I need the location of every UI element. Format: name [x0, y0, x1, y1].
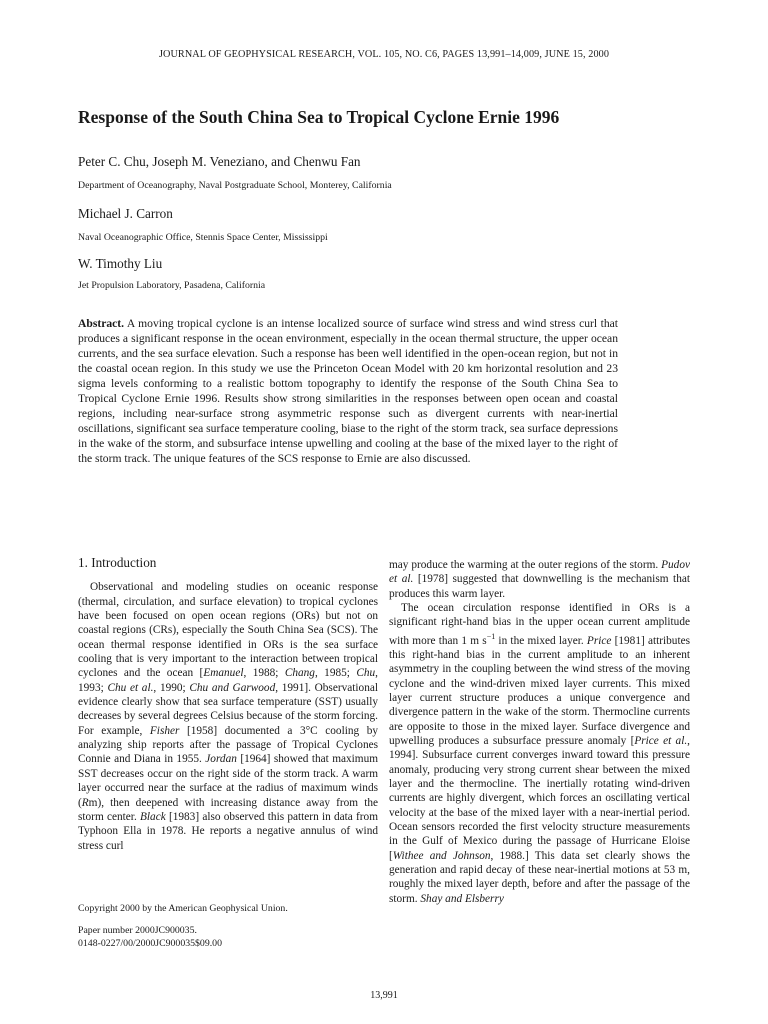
text-run: Emanuel — [203, 667, 244, 680]
copyright: Copyright 2000 by the American Geophysical Union. — [78, 903, 288, 914]
page-number: 13,991 — [370, 990, 398, 1001]
text-run: Price — [586, 634, 612, 647]
right-column — [389, 558, 690, 906]
text-run: , 1994]. Subsurface current converges inward toward this pressure anomaly, producing very strong current shear between the mixed layer and the thermocline. The inertially rotating wind-driven currents are highly divergent, which forces an oscillating vertical velocity at the base of the mixed layer with a near-inertial period. Ocean sensors recorded the first velocity structure measurements in the Gulf of Mexico during the passage of Hurricane Eloise [ — [389, 734, 690, 862]
text-run: Pudov et al. — [389, 559, 690, 586]
paper-number: Paper number 2000JC900035. — [78, 925, 197, 936]
author-line-2: Michael J. Carron — [78, 206, 173, 221]
journal-header: JOURNAL OF GEOPHYSICAL RESEARCH, VOL. 105, NO. C6, PAGES 13,991–14,009, JUNE 15, 2000 — [158, 49, 610, 60]
text-run: [1981] attributes this right-hand bias in the current amplitude to an inherent asymmetry in the coupling between the wind stress of the moving cyclone and the wind-driven mixed layer currents. This mixed layer current structure produces a unique convergence and divergence pattern in the wake of the storm. Thermocline currents are opposite to those in the mixed layer. Surface divergence and upwelling produces a subsurface pressure anomaly [ — [389, 634, 690, 747]
text-run: ), then deepened with increasing distance away from the storm center. — [78, 796, 378, 823]
text-run: [1983] also observed this pattern in data from Typhoon Ella in 1978. He reports a negative annulus of wind stress curl — [78, 810, 378, 852]
text-run: Withee and Johnson — [392, 849, 491, 862]
text-run: Observational and modeling studies on oceanic response (thermal, circulation, and surface elevation) to tropical cyclones have been focused on open ocean regions (ORs) but not on coastal regions (CRs), especially the South China Sea (SCS). The ocean thermal response identified in ORs is the sea surface cooling that is very important to the interaction between tropical cyclones and the ocean [ — [78, 581, 378, 680]
text-run: [1964] showed that maximum SST decreases occur on the right side of the storm track. A warm layer occurred near the surface at the radius of maximum winds ( — [78, 753, 379, 809]
author-line-3: W. Timothy Liu — [78, 256, 163, 271]
text-run: , 1991]. Observational evidence clearly show that sea surface temperature (SST) usually decreases by several degrees Celsius because of the storm forcing. For example, — [78, 681, 378, 737]
text-run: Price et al. — [634, 734, 688, 747]
issn-code: 0148-0227/00/2000JC900035$09.00 — [78, 938, 222, 949]
paper-title: Response of the South China Sea to Tropical Cyclone Ernie 1996 — [78, 107, 560, 127]
text-run: , 1985; — [314, 667, 357, 680]
text-run: Jordan — [205, 753, 237, 766]
text-run: Chu — [356, 667, 376, 680]
text-run: m — [88, 796, 98, 809]
text-run: Chang — [284, 667, 315, 680]
text-run: Fisher — [149, 724, 180, 737]
text-run: may produce the warming at the outer regions of the storm. — [389, 559, 662, 571]
text-run: Chu et al. — [107, 681, 154, 694]
affiliation-2: Naval Oceanographic Office, Stennis Space Center, Mississippi — [78, 232, 328, 243]
abstract-label: Abstract. — [78, 317, 125, 330]
author-line-1: Peter C. Chu, Joseph M. Veneziano, and Chenwu Fan — [78, 154, 361, 169]
text-run: The ocean circulation response identified in ORs is a significant right-hand bias in the upper ocean current amplitude with more than 1 m s — [389, 602, 690, 647]
text-run: −1 — [486, 631, 496, 641]
text-run: [1958] documented a 3°C cooling by analyzing ship reports after the passage of Tropical Cyclones Connie and Diana in 1955. — [78, 724, 378, 766]
text-run: , 1988; — [243, 667, 285, 680]
text-run: , 1988.] This data set clearly shows the generation and rapid decay of these near-inertial motions at 53 m, roughly the mixed layer depth, before and after the passage of the storm. — [389, 849, 691, 905]
text-run: Black — [140, 810, 166, 823]
right-paragraph-1 — [389, 558, 690, 601]
text-run: , 1990; — [153, 681, 190, 694]
text-run: Shay and Elsberry — [420, 892, 504, 905]
text-run: R — [81, 796, 89, 809]
left-column — [78, 556, 378, 853]
abstract — [78, 316, 618, 466]
intro-paragraph — [78, 580, 378, 853]
abstract-text: A moving tropical cyclone is an intense localized source of surface wind stress and wind stress curl that produces a significant response in the ocean environment, especially in the ocean thermal structure, the upper ocean currents, and the sea surface elevation. Such a response has been well identified in the open-ocean region, but not in the coastal ocean region. In this study we use the Princeton Ocean Model with 20 km horizontal resolution and 23 sigma levels conforming to a realistic bottom topography to identify the response of the South China Sea to Tropical Cyclone Ernie 1996. Results show strong similarities in the responses between open ocean and coastal regions, including near-surface strong asymmetric response such as divergent currents with near-inertial oscillations, significant sea surface temperature cooling, biase to the right of the storm track, sea surface depressions in the wake of the storm, and subsurface intense upwelling and cooling at the base of the mixed layer to the right of the storm track. The unique features of the SCS response to Ernie are also discussed. — [78, 317, 618, 465]
affiliation-1: Department of Oceanography, Naval Postgraduate School, Monterey, California — [78, 180, 392, 191]
right-paragraph-2 — [389, 601, 690, 906]
footnote — [78, 902, 378, 950]
text-run: , 1993; — [78, 667, 378, 694]
text-run: [1978] suggested that downwelling is the mechanism that produces this warm layer. — [389, 573, 690, 600]
section-heading: 1. Introduction — [78, 555, 157, 570]
text-run: Chu and Garwood — [189, 681, 276, 694]
text-run: in the mixed layer. — [495, 634, 587, 647]
affiliation-3: Jet Propulsion Laboratory, Pasadena, California — [78, 280, 266, 291]
